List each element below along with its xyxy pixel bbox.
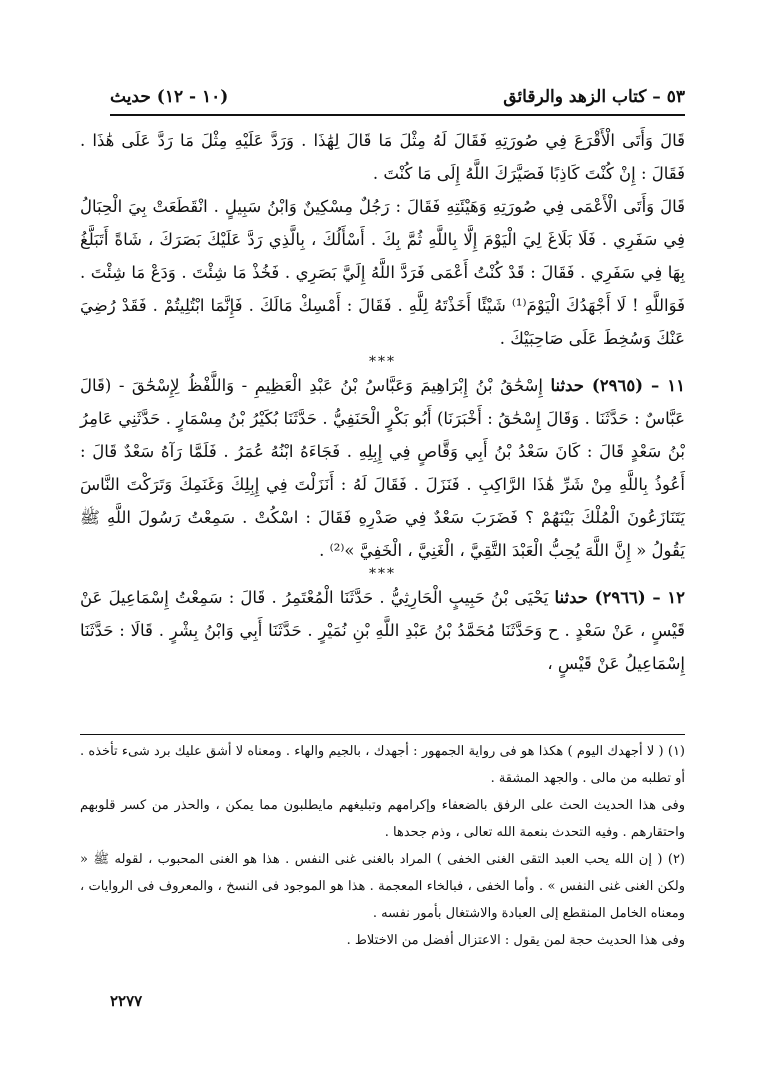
- footnote-2-commentary: وفى هذا الحديث حجة لمن يقول : الاعتزال أفضل من الاختلاط .: [346, 933, 685, 948]
- hadith-12-number: ١٢ – (٢٩٦٦) حدثنا: [554, 588, 686, 607]
- footnote-2: (٢) ( إن الله يحب العبد التقى الغنى الخفى ) المراد بالغنى غنى النفس . هذا هو الغنى المحبوب ، لقوله ﷺ « ولكن الغنى غنى النفس » . وأما الخفى ، فبالخاء المعجمة . هذا هو الموجود فى النسخ ، والمعروف فى الروايات ، ومعناه الخامل المنقطع إلى العبادة والاشتغال بأمور نفسه .: [80, 852, 685, 921]
- page-number: ٢٢٧٧: [110, 992, 143, 1010]
- hadith-12: [80, 581, 685, 680]
- footnote-1: (١) ( لا أجهدك اليوم ) هكذا هو فى رواية الجمهور : أجهدك ، بالجيم والهاء . ومعناه لا أشق عليك برد شىء تأخذه . أو تطلبه من مالى . والجهد المشقة .: [80, 744, 685, 786]
- hadith-range: (١٠ - ١٢) حديث: [110, 87, 229, 107]
- hadith-11: [80, 369, 685, 567]
- header-rule: [110, 114, 685, 116]
- paragraph-aqra: قَالَ وَأَتَى الْأَقْرَعَ فِي صُورَتِهِ فَقَالَ لَهُ مِثْلَ مَا قَالَ لِهَٰذَا . وَرَدَّ عَلَيْهِ مِثْلَ مَا رَدَّ عَلَى هَٰذَا . فَقَالَ : إِنْ كُنْتَ كَاذِبًا فَصَيَّرَكَ اللَّهُ إِلَى مَا كُنْتَ .: [80, 131, 685, 183]
- hadith-12-text: يَحْيَى بْنُ حَبِيبٍ الْحَارِثِيُّ . حَدَّثَنَا الْمُعْتَمِرُ . قَالَ : سَمِعْتُ إِسْمَاعِيلَ عَنْ قَيْسٍ ، عَنْ سَعْدٍ . ح وَحَدَّثَنَا مُحَمَّدُ بْنُ عَبْدِ اللَّهِ بْنِ نُمَيْرٍ . حَدَّثَنَا أَبِي وَابْنُ بِشْرٍ . قَالَا : حَدَّثَنَا إِسْمَاعِيلُ عَنْ قَيْسٍ ،: [80, 588, 685, 673]
- section-separator-2: ***: [369, 566, 396, 582]
- chapter-title: ٥٣ – كتاب الزهد والرقائق: [503, 87, 685, 107]
- running-header: [110, 80, 685, 114]
- main-text: [80, 124, 685, 680]
- footnotes: [80, 738, 685, 954]
- hadith-11-text: إِسْحَٰقُ بْنُ إِبْرَاهِيمَ وَعَبَّاسُ بْنُ عَبْدِ الْعَظِيمِ - وَاللَّفْظُ لِإِسْحَٰقَ - (قَالَ عَبَّاسٌ : حَدَّثَنَا . وَقَالَ إِسْحَٰقُ : أَخْبَرَنَا) أَبُو بَكْرٍ الْحَنَفِيُّ . حَدَّثَنَا بُكَيْرُ بْنُ مِسْمَارٍ . حَدَّثَنِي عَامِرُ بْنُ سَعْدٍ قَالَ : كَانَ سَعْدُ بْنُ أَبِي وَقَّاصٍ فِي إِبِلِهِ . فَجَاءَهُ ابْنُهُ عُمَرُ . فَلَمَّا رَآهُ سَعْدٌ قَالَ : أَعُوذُ بِاللَّهِ مِنْ شَرِّ هَٰذَا الرَّاكِبِ . فَنَزَلَ . فَقَالَ لَهُ : أَنَزَلْتَ فِي إِبِلِكَ وَغَنَمِكَ وَتَرَكْتَ النَّاسَ يَتَنَازَعُونَ الْمُلْكَ بَيْنَهُمْ ؟ فَضَرَبَ سَعْدٌ فِي صَدْرِهِ فَقَالَ : اسْكُتْ . سَمِعْتُ رَسُولَ اللَّهِ ﷺ يَقُولُ « إِنَّ اللَّهَ يُحِبُّ الْعَبْدَ التَّقِيَّ ، الْغَنِيَّ ، الْخَفِيَّ »⁽²⁾ .: [80, 376, 685, 560]
- paragraph-blind: قَالَ وَأَتَى الْأَعْمَى فِي صُورَتِهِ وَهَيْئَتِهِ فَقَالَ : رَجُلٌ مِسْكِينٌ وَابْنُ سَبِيلٍ . انْقَطَعَتْ بِيَ الْحِبَالُ فِي سَفَرِي . فَلَا بَلَاغَ لِيَ الْيَوْمَ إِلَّا بِاللَّهِ ثُمَّ بِكَ . أَسْأَلُكَ ، بِالَّذِي رَدَّ عَلَيْكَ بَصَرَكَ ، شَاةً أَتَبَلَّغُ بِهَا فِي سَفَرِي . فَقَالَ : قَدْ كُنْتُ أَعْمَى فَرَدَّ اللَّهُ إِلَيَّ بَصَرِي . فَخُذْ مَا شِئْتَ . وَدَعْ مَا شِئْتَ . فَوَاللَّهِ ! لَا أَجْهَدُكَ الْيَوْمَ⁽¹⁾ شَيْئًا أَخَذْتَهُ لِلَّهِ . فَقَالَ : أَمْسِكْ مَالَكَ . فَإِنَّمَا ابْتُلِيتُمْ . فَقَدْ رُضِيَ عَنْكَ وَسُخِطَ عَلَى صَاحِبَيْكَ .: [80, 197, 685, 348]
- hadith-11-number: ١١ – (٢٩٦٥) حدثنا: [550, 376, 685, 395]
- footnote-1-commentary: وفى هذا الحديث الحث على الرفق بالضعفاء وإكرامهم وتبليغهم مايطلبون مما يمكن ، والحذر من كسر قلوبهم واحتقارهم . وفيه التحدث بنعمة الله تعالى ، وذم جحدها .: [80, 798, 685, 840]
- footnote-rule: [80, 734, 685, 735]
- section-separator: ***: [369, 354, 396, 370]
